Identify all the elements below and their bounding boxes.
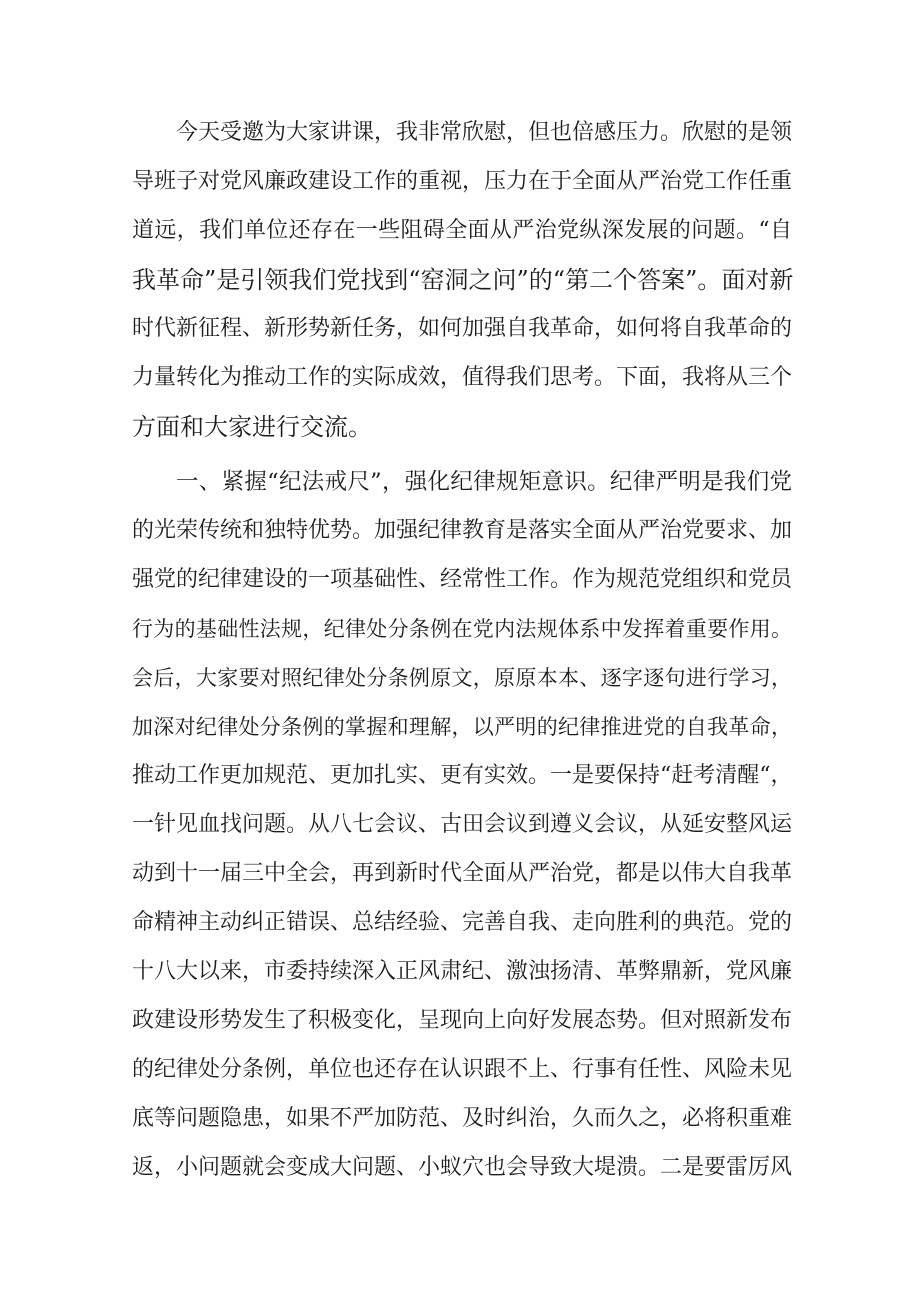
paragraph-line: 加深对纪律处分条例的掌握和理解，以严明的纪律推进党的自我革命， [132, 715, 792, 739]
paragraph-line: 底等问题隐患，如果不严加防范、及时纠治，久而久之，必将积重难 [132, 1106, 793, 1131]
paragraph-line: 十八大以来，市委持续深入正风肃纪、激浊扬清、革弊鼎新，党风廉 [132, 959, 793, 984]
paragraph-line: 命精神主动纠正错误、总结经验、完善自我、走向胜利的典范。党的 [132, 910, 793, 935]
paragraph-line: 动到十一届三中全会，再到新时代全面从严治党，都是以伟大自我革 [132, 861, 793, 886]
paragraph-line: 返，小问题就会变成大问题、小蚁穴也会导致大堤溃。二是要雷厉风 [132, 1155, 793, 1180]
paragraph-line: 强党的纪律建设的一项基础性、经常性工作。作为规范党组织和党员 [132, 567, 793, 592]
paragraph-line: 一针见血找问题。从八七会议、古田会议到遵义会议，从延安整风运 [132, 812, 793, 837]
paragraph-line: 一、紧握“纪法戒尺”，强化纪律规矩意识。纪律严明是我们党 [176, 469, 792, 495]
paragraph-line: 方面和大家进行交流。 [132, 413, 372, 441]
paragraph-line: 力量转化为推动工作的实际成效，值得我们思考。下面，我将从三个 [132, 365, 793, 390]
paragraph-line: 导班子对党风廉政建设工作的重视，压力在于全面从严治党工作任重 [132, 169, 793, 194]
paragraph-line: 行为的基础性法规，纪律处分条例在党内法规体系中发挥着重要作用。 [132, 617, 792, 641]
paragraph-line: 会后，大家要对照纪律处分条例原文，原原本本、逐字逐句进行学习， [132, 666, 792, 690]
paragraph-line: 我革命”是引领我们党找到“窑洞之问”的“第二个答案”。面对新 [132, 266, 794, 294]
paragraph-line: 政建设形势发生了积极变化，呈现向上向好发展态势。但对照新发布 [132, 1008, 793, 1033]
paragraph-line: 今天受邀为大家讲课，我非常欣慰，但也倍感压力。欣慰的是领 [176, 120, 793, 145]
paragraph-line: 道远，我们单位还存在一些阻碍全面从严治党纵深发展的问题。“自 [132, 218, 792, 243]
paragraph-line: 的光荣传统和独特优势。加强纪律教育是落实全面从严治党要求、加 [132, 518, 793, 543]
paragraph-line: 时代新征程、新形势新任务，如何加强自我革命，如何将自我革命的 [132, 316, 793, 341]
paragraph-line: 推动工作更加规范、更加扎实、更有实效。一是要保持“赶考清醒“， [132, 763, 793, 788]
paragraph-line: 的纪律处分条例，单位也还存在认识跟不上、行事有任性、风险未见 [132, 1057, 793, 1082]
